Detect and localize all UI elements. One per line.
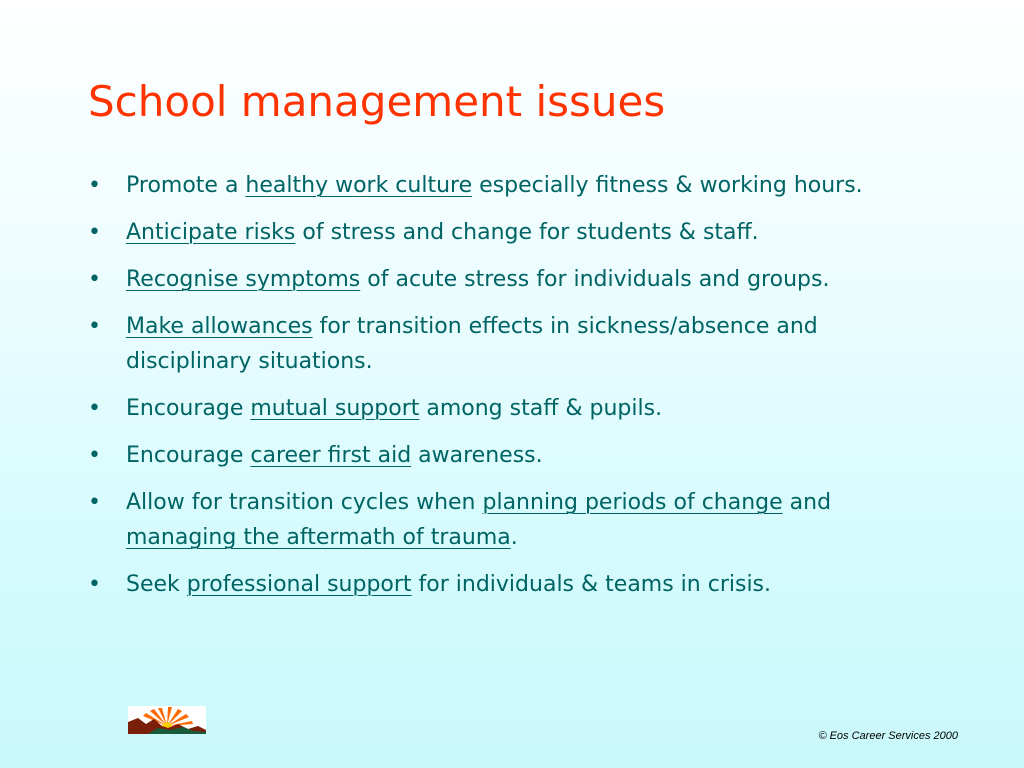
copyright-notice: © Eos Career Services 2000 [818, 730, 958, 742]
bullet-link-text[interactable]: professional support [186, 572, 412, 597]
bullet-item [88, 567, 938, 602]
bullet-link-text[interactable]: Make allowances [126, 314, 313, 339]
bullet-marker: • [88, 314, 101, 339]
bullet-text: awareness. [411, 443, 543, 468]
bullet-marker: • [88, 443, 101, 468]
bullet-link-text[interactable]: career first aid [250, 443, 412, 468]
bullet-text: Allow for transition cycles when [126, 490, 483, 515]
bullet-link-text[interactable]: Anticipate risks [126, 220, 296, 245]
bullet-text: Encourage [126, 396, 251, 421]
bullet-text: especially fitness & working hours. [472, 173, 863, 198]
bullet-link-text[interactable]: mutual support [250, 396, 420, 421]
bullet-text: Seek [126, 572, 187, 597]
bullet-item [88, 438, 938, 473]
bullet-marker: • [88, 490, 101, 515]
bullet-text: Encourage [126, 443, 251, 468]
bullet-item [88, 309, 938, 379]
bullet-text: among staff & pupils. [419, 396, 663, 421]
bullet-marker: • [88, 396, 101, 421]
bullet-item [88, 391, 938, 426]
bullet-item [88, 168, 938, 203]
bullet-item [88, 215, 938, 250]
bullet-text: for transition effects in sickness/absence and disciplinary situations. [126, 314, 818, 374]
bullet-marker: • [88, 220, 101, 245]
bullet-list [88, 168, 938, 614]
bullet-link-text[interactable]: managing the aftermath of trauma [126, 525, 511, 550]
sunrise-mountain-logo-icon [128, 706, 206, 734]
bullet-marker: • [88, 173, 101, 198]
bullet-text: for individuals & teams in crisis. [411, 572, 772, 597]
bullet-marker: • [88, 267, 101, 292]
bullet-text: Promote a [126, 173, 246, 198]
bullet-link-text[interactable]: planning periods of change [482, 490, 783, 515]
bullet-item [88, 485, 938, 555]
bullet-text: and [782, 490, 832, 515]
slide-title: School management issues [88, 77, 666, 126]
bullet-marker: • [88, 572, 101, 597]
bullet-link-text[interactable]: healthy work culture [245, 173, 473, 198]
bullet-text: . [510, 525, 518, 550]
bullet-item [88, 262, 938, 297]
bullet-text: of acute stress for individuals and groups. [360, 267, 830, 292]
bullet-link-text[interactable]: Recognise symptoms [126, 267, 361, 292]
bullet-text: of stress and change for students & staff. [295, 220, 759, 245]
